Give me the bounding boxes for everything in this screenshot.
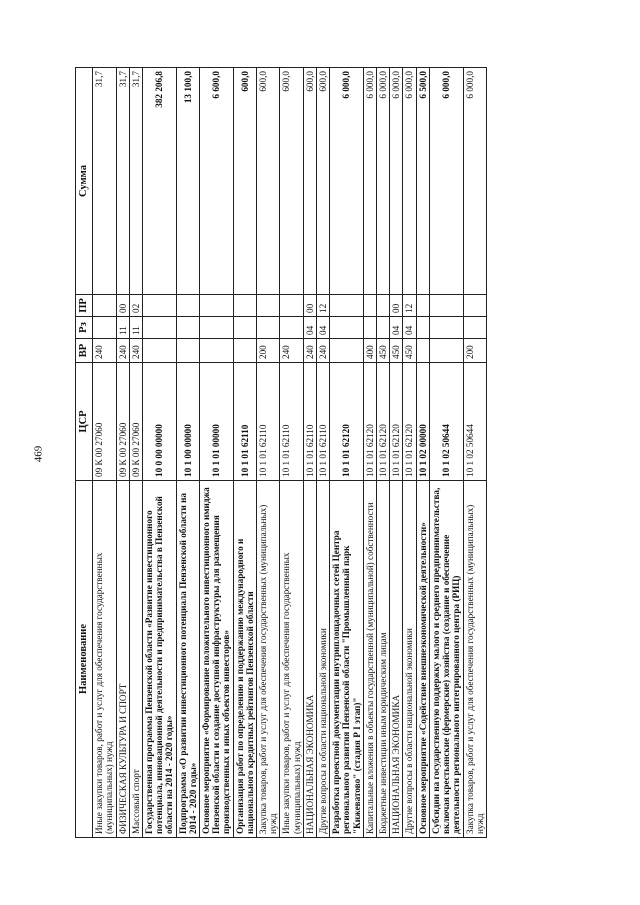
cell-csr: 10 1 01 62110	[317, 363, 330, 481]
cell-csr: 09 К 00 27060	[129, 363, 142, 481]
cell-name: Государственная программа Пензенской области «Развитие инвестиционного потенциала, инновационной деятельности и предпринимательства в Пензенской области на 2014 - 2020 годы»	[143, 481, 177, 838]
cell-csr: 10 1 00 00000	[176, 363, 199, 481]
cell-vr: 240	[93, 339, 116, 363]
cell-pr	[93, 295, 116, 317]
cell-rz: 11	[129, 317, 142, 339]
cell-sum: 31,7	[116, 68, 129, 295]
rotated-table-area	[75, 68, 587, 838]
cell-sum: 382 206,8	[143, 68, 177, 295]
header-rz: Рз	[76, 317, 93, 339]
cell-rz	[377, 317, 390, 339]
cell-vr: 200	[463, 339, 486, 363]
cell-pr	[330, 295, 364, 317]
cell-sum: 600,0	[257, 68, 280, 295]
cell-pr	[429, 295, 463, 317]
cell-name: Иные закупки товаров, работ и услуг для обеспечения государственных (муниципальных) нужд	[280, 481, 303, 838]
cell-name: Основное мероприятие «Содействие внешнеэкономической деятельности»	[416, 481, 429, 838]
cell-vr	[143, 339, 177, 363]
table-body	[93, 68, 487, 838]
header-vr: ВР	[76, 339, 93, 363]
cell-rz	[176, 317, 199, 339]
cell-sum: 600,0	[317, 68, 330, 295]
cell-sum: 6 500,0	[416, 68, 429, 295]
cell-rz	[280, 317, 303, 339]
cell-name: НАЦИОНАЛЬНАЯ ЭКОНОМИКА	[390, 481, 403, 838]
budget-table-wrapper	[75, 68, 587, 838]
cell-vr: 240	[280, 339, 303, 363]
header-csr: ЦСР	[76, 363, 93, 481]
table-row	[257, 68, 280, 838]
table-row	[233, 68, 256, 838]
cell-vr	[429, 339, 463, 363]
cell-pr: 02	[129, 295, 142, 317]
cell-csr: 10 1 01 62110	[303, 363, 316, 481]
cell-rz: 04	[303, 317, 316, 339]
budget-table	[75, 67, 487, 838]
cell-sum: 6 000,0	[377, 68, 390, 295]
cell-sum: 6 000,0	[403, 68, 416, 295]
table-row	[363, 68, 376, 838]
cell-name: Субсидии на государственную поддержку малого и среднего предпринимательства, включая крестьянские (фермерские) хозяйства (создание и обеспечение деятельности регионального интегрированного центра (РИЦ)	[429, 481, 463, 838]
cell-name: Бюджетные инвестиции иным юридическим лицам	[377, 481, 390, 838]
cell-pr	[176, 295, 199, 317]
table-header-row	[76, 68, 93, 838]
cell-vr	[233, 339, 256, 363]
cell-name: ФИЗИЧЕСКАЯ КУЛЬТУРА И СПОРТ	[116, 481, 129, 838]
cell-csr: 09 К 00 27060	[93, 363, 116, 481]
cell-csr: 10 1 01 62120	[363, 363, 376, 481]
cell-vr	[176, 339, 199, 363]
cell-pr	[377, 295, 390, 317]
cell-pr	[200, 295, 234, 317]
cell-name: Другие вопросы в области национальной экономики	[403, 481, 416, 838]
header-name: Наименование	[76, 481, 93, 838]
cell-sum: 13 100,0	[176, 68, 199, 295]
cell-pr	[416, 295, 429, 317]
cell-vr: 450	[403, 339, 416, 363]
cell-pr: 00	[390, 295, 403, 317]
cell-pr	[280, 295, 303, 317]
cell-csr: 10 1 01 62120	[377, 363, 390, 481]
cell-name: Подпрограмма «О развитии инвестиционного потенциала Пензенской области на 2014 - 2020 годы»	[176, 481, 199, 838]
cell-rz	[233, 317, 256, 339]
cell-rz	[93, 317, 116, 339]
cell-sum: 6 000,0	[330, 68, 364, 295]
cell-rz	[429, 317, 463, 339]
cell-name: Основное мероприятие «Формирование положительного инвестиционного имиджа Пензенской области и создание доступной инфраструктуры для размещения производственных и иных объектов инвесторов»	[200, 481, 234, 838]
cell-rz	[257, 317, 280, 339]
cell-sum: 600,0	[303, 68, 316, 295]
table-row	[317, 68, 330, 838]
table-row	[280, 68, 303, 838]
cell-rz	[330, 317, 364, 339]
cell-vr: 240	[303, 339, 316, 363]
cell-name: НАЦИОНАЛЬНАЯ ЭКОНОМИКА	[303, 481, 316, 838]
cell-pr: 12	[403, 295, 416, 317]
cell-csr: 10 1 01 62120	[330, 363, 364, 481]
table-row	[303, 68, 316, 838]
header-sum: Сумма	[76, 68, 93, 295]
cell-csr: 10 1 01 62110	[257, 363, 280, 481]
cell-rz	[463, 317, 486, 339]
cell-vr	[200, 339, 234, 363]
page-number: 469	[32, 445, 45, 463]
cell-sum: 31,7	[93, 68, 116, 295]
cell-rz: 04	[317, 317, 330, 339]
cell-rz	[143, 317, 177, 339]
table-row	[200, 68, 234, 838]
table-row	[129, 68, 142, 838]
cell-vr	[330, 339, 364, 363]
cell-pr	[143, 295, 177, 317]
cell-sum: 6 000,0	[429, 68, 463, 295]
table-row	[330, 68, 364, 838]
cell-name: Закупка товаров, работ и услуг для обеспечения государственных (муниципальных) нужд	[463, 481, 486, 838]
cell-sum: 31,7	[129, 68, 142, 295]
cell-vr: 400	[363, 339, 376, 363]
cell-csr: 10 1 01 62110	[280, 363, 303, 481]
cell-pr	[363, 295, 376, 317]
cell-sum: 6 600,0	[200, 68, 234, 295]
cell-name: Массовый спорт	[129, 481, 142, 838]
cell-name: Другие вопросы в области национальной экономики	[317, 481, 330, 838]
table-row	[403, 68, 416, 838]
cell-vr	[416, 339, 429, 363]
cell-csr: 10 1 01 62120	[403, 363, 416, 481]
header-pr: ПР	[76, 295, 93, 317]
cell-sum: 600,0	[280, 68, 303, 295]
cell-sum: 6 000,0	[390, 68, 403, 295]
cell-pr: 00	[116, 295, 129, 317]
cell-rz: 04	[390, 317, 403, 339]
cell-rz: 04	[403, 317, 416, 339]
cell-rz	[416, 317, 429, 339]
cell-name: Закупка товаров, работ и услуг для обеспечения государственных (муниципальных) нужд	[257, 481, 280, 838]
table-row	[93, 68, 116, 838]
cell-vr: 450	[377, 339, 390, 363]
cell-vr: 240	[116, 339, 129, 363]
table-row	[176, 68, 199, 838]
cell-csr: 09 К 00 27060	[116, 363, 129, 481]
table-row	[416, 68, 429, 838]
cell-vr: 450	[390, 339, 403, 363]
cell-csr: 10 1 01 62120	[390, 363, 403, 481]
cell-sum: 6 000,0	[363, 68, 376, 295]
cell-sum: 600,0	[233, 68, 256, 295]
cell-vr: 240	[129, 339, 142, 363]
cell-name: Организация работ по определению и поддержанию международного и национального кредитных рейтингов Пензенской области	[233, 481, 256, 838]
table-row	[377, 68, 390, 838]
cell-rz	[200, 317, 234, 339]
cell-csr: 10 1 02 00000	[416, 363, 429, 481]
cell-sum: 6 000,0	[463, 68, 486, 295]
table-row	[429, 68, 463, 838]
table-row	[390, 68, 403, 838]
table-row	[463, 68, 486, 838]
cell-name: Иные закупки товаров, работ и услуг для обеспечения государственных (муниципальных) нужд	[93, 481, 116, 838]
cell-pr	[233, 295, 256, 317]
table-row	[143, 68, 177, 838]
cell-vr: 200	[257, 339, 280, 363]
cell-pr	[463, 295, 486, 317]
cell-csr: 10 1 02 50644	[463, 363, 486, 481]
cell-name: Капитальные вложения в объекты государственной (муниципальной) собственности	[363, 481, 376, 838]
cell-csr: 10 1 01 00000	[200, 363, 234, 481]
cell-rz	[363, 317, 376, 339]
cell-pr	[257, 295, 280, 317]
cell-pr: 12	[317, 295, 330, 317]
cell-pr: 00	[303, 295, 316, 317]
cell-csr: 10 1 02 50644	[429, 363, 463, 481]
cell-rz: 11	[116, 317, 129, 339]
cell-csr: 10 1 01 62110	[233, 363, 256, 481]
cell-vr: 240	[317, 339, 330, 363]
cell-csr: 10 0 00 00000	[143, 363, 177, 481]
cell-name: Разработка проектной документации внутриплощадочных сетей Центра регионального развития Пензенской области "Промышленный парк "Кижеватово" (стадия Р I этап)"	[330, 481, 364, 838]
table-row	[116, 68, 129, 838]
